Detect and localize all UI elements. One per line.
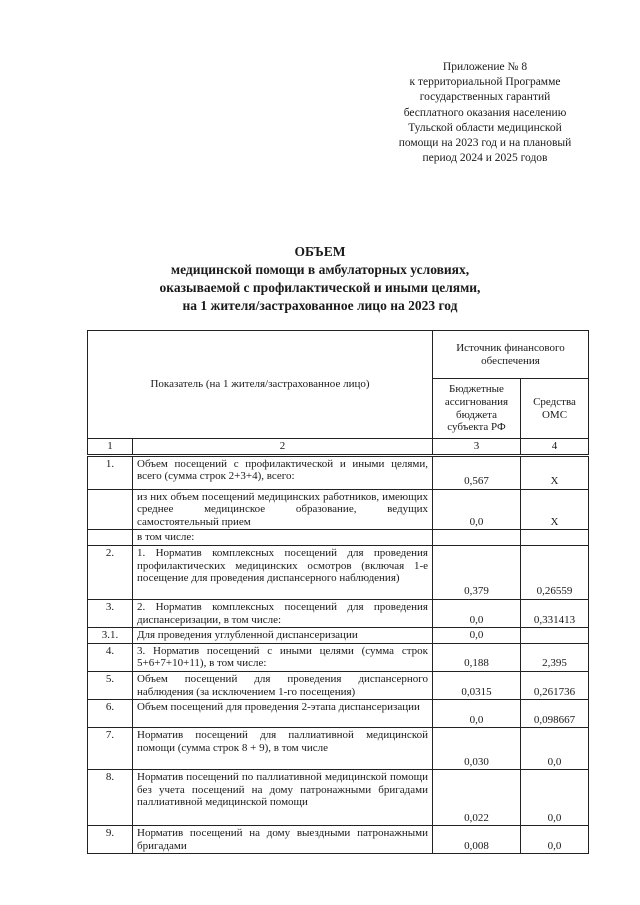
row-oms: 0,0: [521, 826, 589, 854]
table-row: [88, 643, 589, 671]
row-number: 6.: [88, 700, 133, 728]
row-text: 3. Норматив посещений с иными целями (сумма строк 5+6+7+10+11), в том числе:: [133, 643, 433, 671]
row-number: [88, 489, 133, 530]
row-text: 1. Норматив комплексных посещений для проведения профилактических медицинских осмотров (включая 1-е посещение для проведения диспансерного наблюдения): [133, 545, 433, 599]
header-source: Источник финансового обеспечения: [433, 331, 589, 379]
annex-line: период 2024 и 2025 годов: [422, 152, 548, 165]
row-budget: 0,030: [433, 728, 521, 770]
row-number: 4.: [88, 643, 133, 671]
title-line: медицинской помощи в амбулаторных условиях,: [170, 262, 470, 277]
row-number: 8.: [88, 770, 133, 826]
row-number: 1.: [88, 455, 133, 489]
table-row: [88, 599, 589, 627]
row-budget: 0,0: [433, 700, 521, 728]
row-budget: 0,0: [433, 489, 521, 530]
row-budget: 0,0: [433, 628, 521, 644]
annex-line: государственных гарантий: [419, 91, 551, 104]
row-oms: 0,0: [521, 770, 589, 826]
row-budget: 0,0: [433, 599, 521, 627]
row-text: в том числе:: [133, 530, 433, 546]
row-text: Объем посещений с профилактической и иными целями, всего (сумма строк 2+3+4), всего:: [133, 455, 433, 489]
column-number: 2: [133, 439, 433, 456]
row-budget: [433, 530, 521, 546]
annex-line: помощи на 2023 год и на плановый: [398, 137, 572, 150]
column-numbers-row: [88, 439, 589, 456]
row-oms: 0,331413: [521, 599, 589, 627]
row-number: 5.: [88, 671, 133, 699]
header-oms: Средства ОМС: [521, 379, 589, 439]
row-number: 7.: [88, 728, 133, 770]
row-text: Объем посещений для проведения диспансерного наблюдения (за исключением 1-го посещения): [133, 671, 433, 699]
title-line: ОБЪЕМ: [294, 244, 346, 259]
row-oms: 0,26559: [521, 545, 589, 599]
row-budget: 0,008: [433, 826, 521, 854]
row-number: 3.1.: [88, 628, 133, 644]
row-budget: 0,188: [433, 643, 521, 671]
annex-line: Тульской области медицинской: [408, 121, 562, 134]
row-text: Норматив посещений по паллиативной медицинской помощи без учета посещений на дому патронажными бригадами паллиативной медицинской помощи: [133, 770, 433, 826]
table-row: [88, 700, 589, 728]
table-row: [88, 728, 589, 770]
row-budget: 0,0315: [433, 671, 521, 699]
row-number: [88, 530, 133, 546]
row-oms: 0,0: [521, 728, 589, 770]
header-budget: Бюджетные ассигнования бюджета субъекта РФ: [433, 379, 521, 439]
table-row: [88, 826, 589, 854]
row-oms: Х: [521, 489, 589, 530]
document-title: [60, 243, 580, 315]
row-budget: 0,022: [433, 770, 521, 826]
row-oms: 0,098667: [521, 700, 589, 728]
table-row: [88, 770, 589, 826]
column-number: 3: [433, 439, 521, 456]
column-number: 4: [521, 439, 589, 456]
row-text: Для проведения углубленной диспансеризации: [133, 628, 433, 644]
row-oms: 0,261736: [521, 671, 589, 699]
table-row: [88, 671, 589, 699]
row-number: 2.: [88, 545, 133, 599]
volume-table: [87, 330, 589, 854]
row-oms: Х: [521, 455, 589, 489]
header-indicator: Показатель (на 1 жителя/застрахованное лицо): [88, 331, 433, 439]
row-number: 3.: [88, 599, 133, 627]
row-number: 9.: [88, 826, 133, 854]
row-oms: [521, 628, 589, 644]
row-oms: 2,395: [521, 643, 589, 671]
table-row: [88, 628, 589, 644]
annex-line: Приложение № 8: [442, 61, 528, 73]
row-text: Объем посещений для проведения 2-этапа диспансеризации: [133, 700, 433, 728]
row-oms: [521, 530, 589, 546]
annex-line: бесплатного оказания населению: [403, 106, 567, 119]
row-text: 2. Норматив комплексных посещений для проведения диспансеризации, в том числе:: [133, 599, 433, 627]
title-line: оказываемой с профилактической и иными целями,: [159, 280, 481, 295]
row-text: Норматив посещений на дому выездными патронажными бригадами: [133, 826, 433, 854]
annex-line: к территориальной Программе: [409, 76, 561, 89]
table-row: [88, 545, 589, 599]
title-line: на 1 жителя/застрахованное лицо на 2023 год: [182, 298, 458, 313]
table-row: [88, 455, 589, 489]
column-number: 1: [88, 439, 133, 456]
table-row: [88, 489, 589, 530]
row-text: Норматив посещений для паллиативной медицинской помощи (сумма строк 8 + 9), в том числе: [133, 728, 433, 770]
row-budget: 0,379: [433, 545, 521, 599]
annex-block: [375, 60, 595, 166]
row-budget: 0,567: [433, 455, 521, 489]
table-row: [88, 530, 589, 546]
row-text: из них объем посещений медицинских работников, имеющих среднее медицинское образование, ведущих самостоятельный прием: [133, 489, 433, 530]
